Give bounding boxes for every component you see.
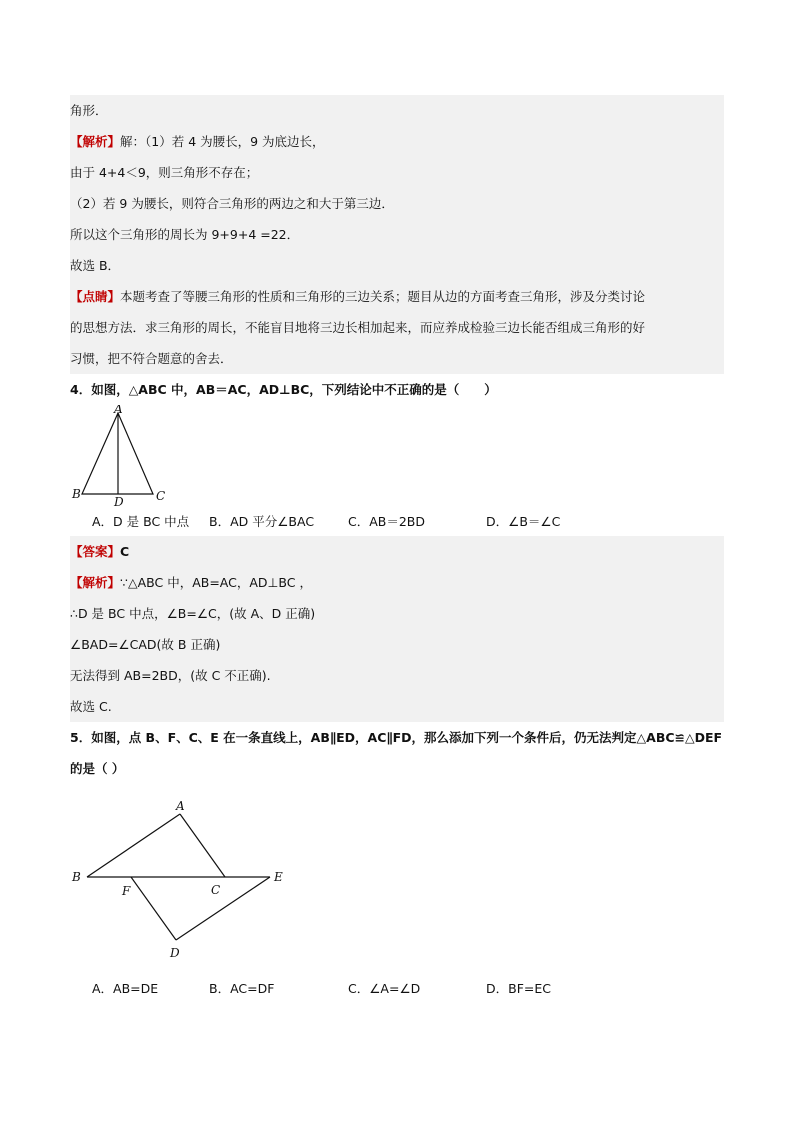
prev-jiexi-line-1: 【解析】解：（1）若 4 为腰长，9 为底边长， xyxy=(70,134,325,149)
q5-stem-line-2: 的是（ ） xyxy=(70,761,125,776)
label-b: B xyxy=(72,870,81,884)
prev-dianjing-line-1: 【点睛】本题考查了等腰三角形的性质和三角形的三边关系；题目从边的方面考查三角形，涉及分类讨论 xyxy=(70,289,646,304)
label-d: D xyxy=(114,495,124,507)
q4-options xyxy=(70,507,724,536)
q5-option-b[interactable]: B．AC=DF xyxy=(209,981,275,996)
prev-dianjing-line-2: 的思想方法．求三角形的周长，不能盲目地将三边长相加起来，而应养成检验三边长能否组成三角形的好 xyxy=(70,320,646,335)
q4-figure xyxy=(70,405,724,507)
prev-jiexi-line-5: 故选 B． xyxy=(70,258,121,273)
q4-option-b[interactable]: B．AD 平分∠BAC xyxy=(209,514,315,529)
prev-dianjing-line-3: 习惯，把不符合题意的舍去． xyxy=(70,351,233,366)
label-c: C xyxy=(156,489,166,503)
q4-option-d[interactable]: D．∠B＝∠C xyxy=(486,514,561,529)
q4-answer: C xyxy=(120,544,130,559)
label-f: F xyxy=(122,884,131,898)
label-a: A xyxy=(114,405,123,416)
prev-solution-block xyxy=(70,95,724,374)
q4-option-c[interactable]: C．AB＝2BD xyxy=(348,514,426,529)
q5-figure xyxy=(70,784,724,974)
q4-triangle-diagram xyxy=(70,405,190,507)
q4-jiexi-line-2: ∴D 是 BC 中点，∠B=∠C，(故 A、D 正确) xyxy=(70,606,316,621)
label-c: C xyxy=(211,883,221,897)
segment-ac xyxy=(180,814,225,877)
q5-triangles-diagram xyxy=(70,784,310,974)
q4-option-a[interactable]: A．D 是 BC 中点 xyxy=(92,514,190,529)
q4-jiexi-line-1: 【解析】∵△ABC 中，AB=AC，AD⊥BC ， xyxy=(70,575,312,590)
q4-jiexi-line-5: 故选 C. xyxy=(70,699,112,714)
page-content xyxy=(70,95,724,1003)
q5-option-c[interactable]: C．∠A=∠D xyxy=(348,981,421,996)
jiexi-tag: 【解析】 xyxy=(70,134,121,149)
segment-de xyxy=(176,877,270,940)
q4-solution-block xyxy=(70,536,724,722)
prev-jiexi-line-3: （2）若 9 为腰长，则符合三角形的两边之和大于第三边． xyxy=(70,196,394,211)
q4-jiexi-line-3: ∠BAD=∠CAD(故 B 正确) xyxy=(70,637,221,652)
answer-tag: 【答案】 xyxy=(70,544,121,559)
label-d: D xyxy=(170,946,180,960)
q5-options xyxy=(70,974,724,1003)
prev-jiexi-line-2: 由于 4+4＜9，则三角形不存在； xyxy=(70,165,259,180)
prev-line-end: 角形． xyxy=(70,103,108,118)
q5-stem-line-1: 5．如图，点 B、F、C、E 在一条直线上，AB∥ED，AC∥FD，那么添加下列一个条件后，仍无法判定△ABC≌△DEF xyxy=(70,730,723,745)
prev-jiexi-line-4: 所以这个三角形的周长为 9+9+4 =22． xyxy=(70,227,300,242)
label-b: B xyxy=(72,487,81,501)
segment-fd xyxy=(131,877,176,940)
q4-answer-line xyxy=(70,536,724,567)
label-e: E xyxy=(274,870,283,884)
q5-option-d[interactable]: D．BF=EC xyxy=(486,981,551,996)
segment-ab xyxy=(87,814,180,877)
label-a: A xyxy=(176,799,185,813)
q4-jiexi-line-4: 无法得到 AB=2BD，(故 C 不正确). xyxy=(70,668,271,683)
q4-stem: 4．如图，△ABC 中，AB＝AC，AD⊥BC，下列结论中不正确的是（ ） xyxy=(70,382,497,397)
dianjing-tag: 【点睛】 xyxy=(70,289,121,304)
jiexi-tag: 【解析】 xyxy=(70,575,121,590)
q5-option-a[interactable]: A．AB=DE xyxy=(92,981,159,996)
